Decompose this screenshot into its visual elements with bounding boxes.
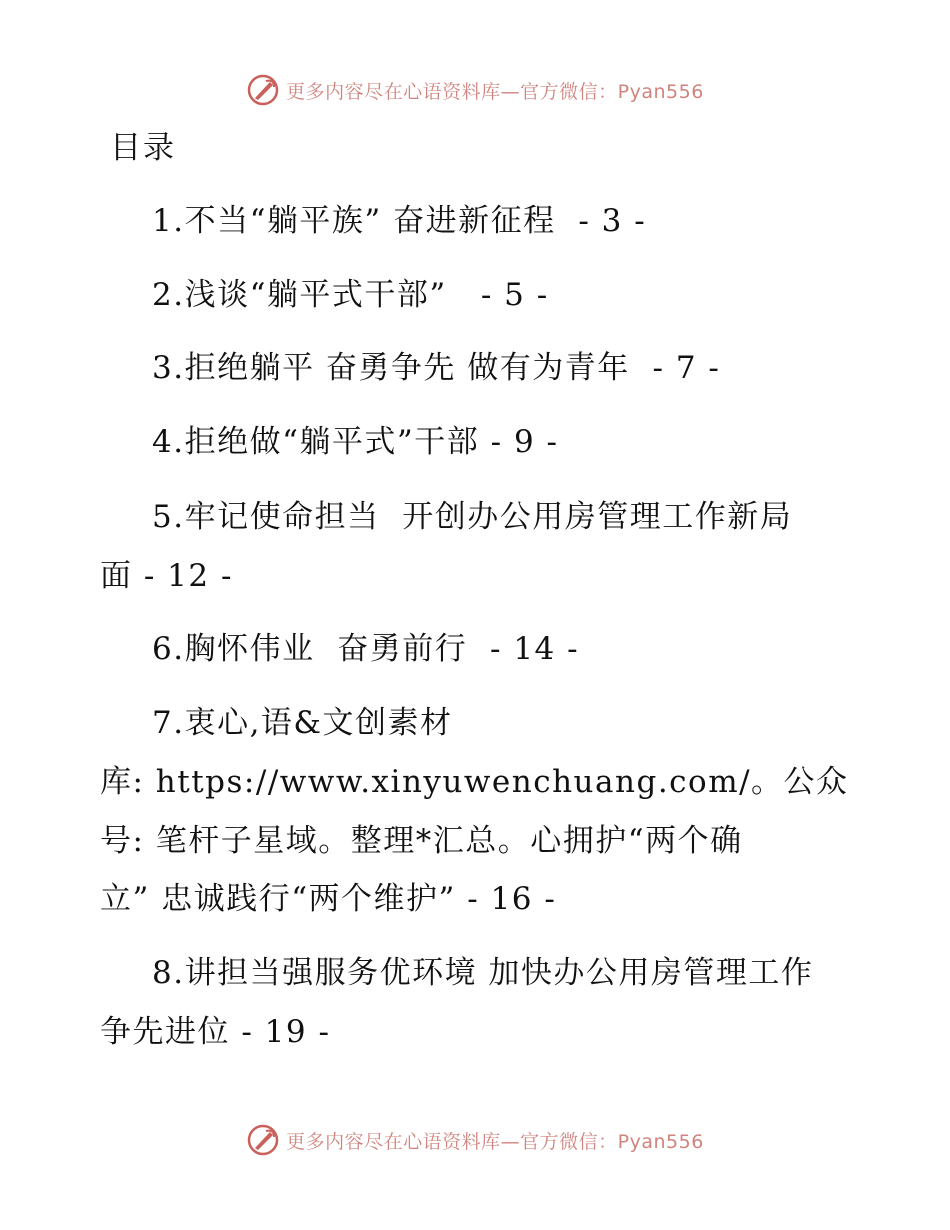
toc-entry-6: 6.胸怀伟业 奋勇前行 - 14 - [152,631,580,667]
toc-entry-7-line-1: 7.衷心,语&文创素材 [152,705,453,741]
toc-entry-1: 1.不当“躺平族” 奋进新征程 - 3 - [152,203,647,239]
toc-entry-4: 4.拒绝做“躺平式”干部 - 9 - [152,424,559,460]
toc-entry-3: 3.拒绝躺平 奋勇争先 做有为青年 - 7 - [152,350,721,386]
toc-title: 目录 [110,130,176,166]
header-watermark-text: 更多内容尽在心语资料库—官方微信：Pyan556 [286,80,704,103]
toc-entry-7-line-3: 号: 笔杆子星域。整理*汇总。心拥护“两个确 [100,823,743,859]
toc-entry-2: 2.浅谈“躺平式干部” - 5 - [152,277,549,313]
toc-entry-8-line-1: 8.讲担当强服务优环境 加快办公用房管理工作 [152,955,814,991]
toc-entry-5-line-1: 5.牢记使命担当 开创办公用房管理工作新局 [152,499,793,535]
footer-watermark-text: 更多内容尽在心语资料库—官方微信：Pyan556 [286,1130,704,1153]
quill-pen-logo-icon [246,1123,280,1157]
toc-entry-7-line-2: 库: https://www.xinyuwenchuang.com/。公众 [100,764,849,800]
toc-entry-5-line-2: 面 - 12 - [100,558,233,594]
toc-entry-7-line-4: 立” 忠诚践行“两个维护” - 16 - [100,881,557,917]
toc-entry-8-line-2: 争先进位 - 19 - [100,1014,331,1050]
footer-watermark-banner [0,1120,950,1160]
